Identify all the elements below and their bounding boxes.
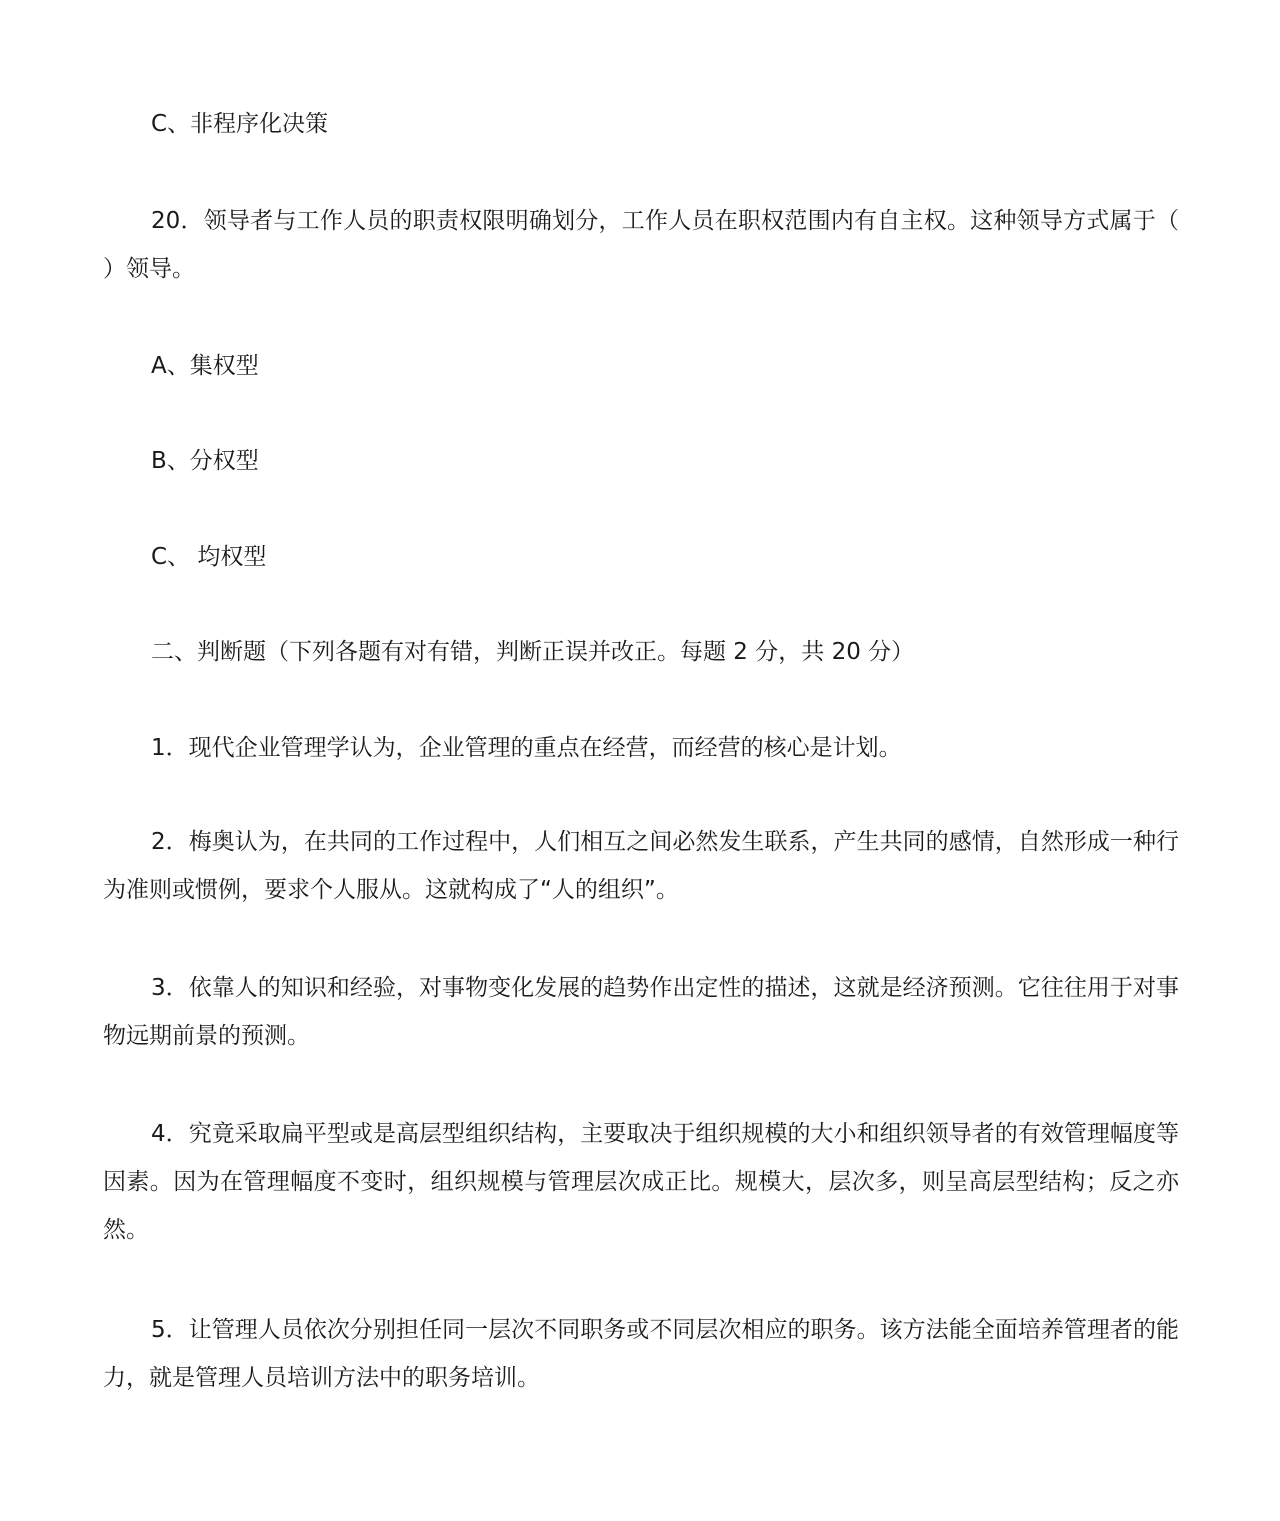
option-b-q20: B、分权型 xyxy=(151,448,259,474)
judgment-3: 3．依靠人的知识和经验，对事物变化发展的趋势作出定性的描述，这就是经济预测。它往往用于对事物远期前景的预测。 xyxy=(103,975,1179,1049)
section-heading-true-false: 二、判断题（下列各题有对有错，判断正误并改正。每题 2 分，共 20 分） xyxy=(151,639,915,665)
option-c-q19: C、非程序化决策 xyxy=(151,111,329,137)
judgment-2: 2．梅奥认为，在共同的工作过程中，人们相互之间必然发生联系，产生共同的感情，自然形成一种行为准则或惯例，要求个人服从。这就构成了“人的组织”。 xyxy=(103,829,1179,903)
judgment-1: 1．现代企业管理学认为，企业管理的重点在经营，而经营的核心是计划。 xyxy=(151,735,902,761)
option-a-q20: A、集权型 xyxy=(151,353,259,379)
judgment-4: 4．究竟采取扁平型或是高层型组织结构，主要取决于组织规模的大小和组织领导者的有效管理幅度等因素。因为在管理幅度不变时，组织规模与管理层次成正比。规模大，层次多，则呈高层型结构；反之亦然。 xyxy=(103,1121,1179,1243)
option-c-q20: C、 均权型 xyxy=(151,544,267,570)
question-20: 20．领导者与工作人员的职责权限明确划分，工作人员在职权范围内有自主权。这种领导方式属于（ ）领导。 xyxy=(103,208,1179,282)
judgment-5: 5．让管理人员依次分别担任同一层次不同职务或不同层次相应的职务。该方法能全面培养管理者的能力，就是管理人员培训方法中的职务培训。 xyxy=(103,1317,1179,1391)
